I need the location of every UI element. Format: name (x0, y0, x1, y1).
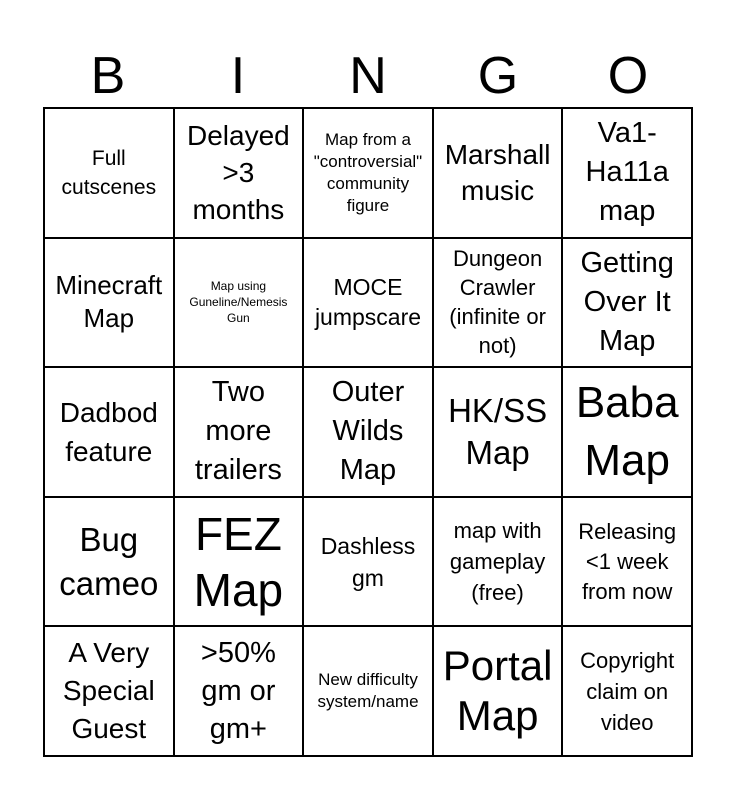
bingo-cell[interactable] (44, 108, 174, 238)
bingo-cell[interactable] (433, 497, 563, 627)
bingo-cell[interactable] (433, 367, 563, 497)
bingo-header (43, 44, 693, 108)
cell-text: Dungeon Crawler (infinite or not) (449, 246, 546, 359)
bingo-cell[interactable] (174, 108, 304, 238)
cell-text: Outer Wilds Map (331, 376, 405, 487)
bingo-cell[interactable] (433, 626, 563, 756)
bingo-cell[interactable] (303, 238, 433, 368)
bingo-cell[interactable] (44, 367, 174, 497)
cell-text: Portal Map (442, 642, 553, 740)
cell-text: Delayed >3 months (187, 120, 290, 226)
header-letter-i: I (230, 47, 246, 105)
cell-text: Map using Guneline/Nemesis Gun (189, 279, 288, 326)
cell-text: Bug cameo (59, 520, 159, 602)
bingo-cell[interactable] (174, 626, 304, 756)
bingo-cell[interactable] (433, 108, 563, 238)
header-letter-b: B (90, 47, 126, 105)
bingo-cell[interactable] (303, 367, 433, 497)
cell-text: New difficulty system/name (317, 670, 419, 712)
header-letter-n: N (349, 47, 387, 105)
bingo-cell[interactable] (433, 238, 563, 368)
cell-text: Two more trailers (194, 376, 282, 487)
cell-text: Dadbod feature (59, 396, 158, 467)
bingo-cell[interactable] (174, 238, 304, 368)
bingo-cell[interactable] (303, 108, 433, 238)
bingo-grid (43, 107, 693, 757)
bingo-cell[interactable] (44, 238, 174, 368)
header-letter-g: G (477, 47, 519, 105)
cell-text: Full cutscenes (61, 146, 157, 199)
cell-text: HK/SS Map (448, 391, 548, 471)
cell-text: Marshall music (444, 138, 551, 206)
cell-text: Releasing <1 week from now (578, 518, 677, 604)
cell-text: FEZ Map (193, 507, 284, 616)
bingo-cell[interactable] (174, 367, 304, 497)
bingo-cell[interactable] (562, 238, 692, 368)
bingo-cell[interactable] (562, 367, 692, 497)
cell-text: >50% gm or gm+ (200, 637, 276, 746)
bingo-cell[interactable] (562, 497, 692, 627)
cell-text: Minecraft Map (55, 270, 163, 334)
cell-text: Getting Over It Map (580, 246, 674, 357)
cell-text: A Very Special Guest (62, 637, 155, 745)
cell-text: Va1- Ha11a map (585, 117, 669, 228)
cell-text: MOCE jumpscare (314, 274, 422, 331)
cell-text: Baba Map (575, 377, 679, 485)
bingo-cell[interactable] (303, 497, 433, 627)
cell-text: Map from a "controversial" community figure (313, 129, 423, 215)
bingo-cell[interactable] (562, 626, 692, 756)
cell-text: Dashless gm (320, 532, 416, 591)
bingo-cell[interactable] (174, 497, 304, 627)
cell-text: Copyright claim on video (580, 647, 675, 735)
bingo-cell[interactable] (44, 497, 174, 627)
cell-text: map with gameplay (free) (449, 518, 546, 606)
bingo-cell[interactable] (303, 626, 433, 756)
bingo-cell[interactable] (562, 108, 692, 238)
bingo-cell[interactable] (44, 626, 174, 756)
header-letter-o: O (607, 47, 649, 105)
